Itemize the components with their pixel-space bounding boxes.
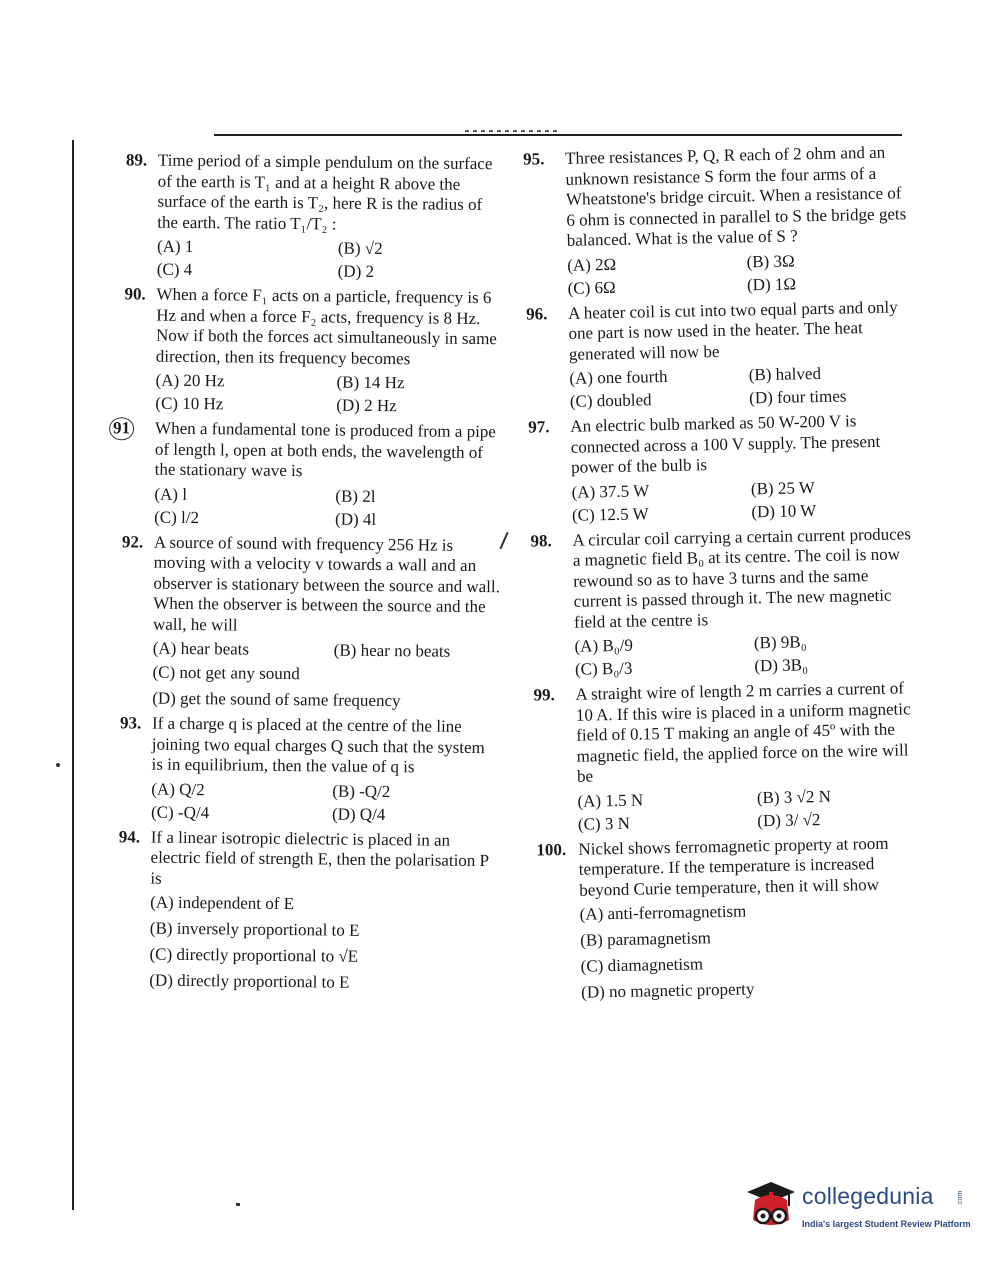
option-b: (B) 3Ω (746, 250, 795, 271)
option-c: (C) not get any sound (152, 662, 300, 684)
option-a: (A) 1.5 N (577, 789, 644, 811)
options (153, 638, 501, 663)
option-d: (D) four times (749, 386, 847, 408)
left-margin-rule (72, 140, 74, 1210)
option-d: (D) 3/ √2 (757, 809, 821, 830)
option-b: (B) inversely proportional to E (149, 918, 360, 940)
collegedunia-logo[interactable] (745, 1180, 975, 1240)
option-a: (A) hear beats (152, 638, 250, 659)
option-c: (C) directly proportional to √E (149, 944, 359, 966)
question-number: 100. (536, 839, 567, 860)
option-c: (C) 12.5 W (571, 503, 649, 525)
question-text: A straight wire of length 2 m carries a current of 10 A. If this wire is placed in a uniform magnetic field of 0.15 T making an angle of 45º with the magnetic field, the applied force on the wire will be (575, 678, 911, 786)
option-b: (B) 14 Hz (336, 372, 405, 393)
option-d: (D) get the sound of same frequency (152, 688, 401, 711)
option-c: (C) doubled (569, 390, 652, 411)
question-text: When a fundamental tone is produced from a pipe of length l, open at both ends, the wavelength of the stationary wave is (154, 418, 496, 481)
option-a: (A) independent of E (150, 892, 295, 914)
option-d: (D) Q/4 (331, 804, 386, 824)
question-text: Nickel shows ferromagnetic property at room temperature. If the temperature is increased beyond Curie temperature, then it will show (578, 833, 889, 900)
question-text: An electric bulb marked as 50 W-200 V is connected across a 100 V supply. The present power of the bulb is (570, 411, 881, 477)
options (149, 892, 498, 995)
left-column (87, 150, 506, 999)
options (571, 475, 917, 526)
option-c: (C) -Q/4 (150, 802, 210, 822)
options (567, 248, 913, 299)
question-number: 94. (118, 826, 141, 846)
option-a: (A) one fourth (569, 366, 668, 388)
option-d: (D) 1Ω (746, 273, 797, 294)
option-b: (B) paramagnetism (580, 928, 712, 950)
options (157, 236, 505, 284)
option-d: (D) directly proportional to E (149, 970, 350, 992)
option-b: (B) 25 W (750, 477, 816, 498)
scan-speck (56, 763, 60, 767)
option-b: (B) √2 (337, 238, 383, 259)
option-d: (D) 4l (335, 509, 377, 529)
question-95 (505, 142, 913, 299)
question-text: When a force F₁ acts on a particle, frequency is 6 Hz and when a force F₂ acts, frequency is 8 Hz. Now if both the forces act simultaneously in same direction, then its frequency becomes (155, 284, 498, 368)
question-text: If a linear isotropic dielectric is placed in an electric field of strength E, then the polarisation P is (150, 827, 489, 888)
options (151, 778, 499, 826)
option-c: (C) l/2 (154, 507, 200, 527)
option-d: (D) 2 (337, 261, 375, 281)
question-number: 93. (119, 713, 142, 733)
question-number: 97. (528, 417, 550, 437)
question-94 (87, 826, 499, 994)
question-number: 99. (533, 685, 555, 705)
header-rule (214, 134, 902, 136)
question-96 (508, 297, 915, 413)
question-89 (95, 150, 506, 283)
options (152, 662, 500, 713)
option-c: (C) 6Ω (567, 277, 616, 298)
options (579, 897, 926, 1003)
option-a: (A) 2Ω (567, 254, 617, 275)
question-number: 98. (530, 530, 552, 551)
question-number: 90. (124, 284, 146, 304)
options (569, 361, 915, 412)
option-a: (A) Q/2 (151, 779, 205, 799)
question-text: A source of sound with frequency 256 Hz is moving with a velocity v towards a wall and an observer is stationary between the source and wall. When the observer is between the source and the wall, he will (152, 532, 501, 635)
question-100 (518, 833, 926, 1004)
option-a: (A) 37.5 W (571, 480, 650, 502)
question-90 (93, 284, 504, 417)
option-b: (B) 2l (335, 486, 376, 506)
question-number: 89. (125, 150, 148, 170)
question-text: A heater coil is cut into two equal parts and only one part is now used in the heater. The heat generated will now be (567, 296, 898, 364)
option-c: (C) 4 (156, 259, 193, 280)
option-d: (D) 3B₀ (754, 655, 809, 676)
option-b: (B) 3 √2 N (756, 786, 832, 807)
question-text: Time period of a simple pendulum on the surface of the earth is T₁ and at a height R above the surface of the earth is T₂, here R is the radius of the earth. The ratio T₁/T₂ : (157, 150, 493, 234)
question-number: 92. (121, 531, 144, 552)
option-a: (A) 1 (156, 236, 194, 257)
option-b: (B) -Q/2 (332, 781, 391, 801)
option-b: (B) halved (748, 363, 822, 385)
question-text: If a charge q is placed at the centre of the line joining two equal charges Q such that the system is in equilibrium, then the value of q is (151, 713, 485, 777)
pen-tick-mark (499, 531, 519, 553)
question-97 (510, 410, 917, 526)
option-d: (D) no magnetic property (580, 979, 755, 1002)
question-text: Three resistances P, Q, R each of 2 ohm and an unknown resistance S form the four arms of a Wheatstone's bridge circuit. When a resistance of 6 ohm is connected in parallel to S the bridge gets balanced. What is the value of S ? (564, 142, 907, 250)
option-c: (C) B₀/3 (574, 658, 633, 679)
scan-speck (236, 1203, 240, 1206)
option-c: (C) 3 N (577, 813, 631, 834)
option-c: (C) 10 Hz (155, 393, 224, 414)
question-98 (512, 524, 920, 681)
options (154, 483, 502, 531)
option-d: (D) 2 Hz (336, 395, 397, 416)
options (155, 370, 503, 418)
option-a: (A) l (154, 484, 188, 504)
question-91 (92, 418, 503, 531)
option-d: (D) 10 W (751, 500, 817, 521)
options (577, 784, 923, 835)
question-number: 96. (525, 303, 548, 324)
question-number: 95. (522, 149, 545, 169)
option-a: (A) B₀/9 (574, 635, 634, 656)
question-number: 91 (109, 417, 134, 440)
question-93 (89, 713, 500, 826)
right-column (505, 142, 926, 1009)
graduate-mascot-icon (745, 1180, 797, 1234)
option-a: (A) 20 Hz (155, 370, 225, 391)
logo-domain-suffix: .com (957, 1190, 964, 1206)
question-text: A circular coil carrying a certain current produces a magnetic field B₀ at its centre. The coil is now rewound so as to have 3 turns and the same current is passed through it. The new magnetic field at the centre is (572, 523, 912, 632)
option-b: (B) hear no beats (333, 640, 451, 661)
logo-wordmark: collegedunia (802, 1183, 934, 1209)
question-99 (515, 678, 923, 835)
option-a: (A) anti-ferromagnetism (579, 901, 747, 924)
option-c: (C) diamagnetism (580, 954, 704, 976)
options (574, 629, 920, 680)
option-b: (B) 9B₀ (753, 632, 807, 653)
logo-tagline: India's largest Student Review Platform (802, 1219, 971, 1229)
header-dots (465, 130, 557, 132)
question-92 (90, 531, 502, 712)
